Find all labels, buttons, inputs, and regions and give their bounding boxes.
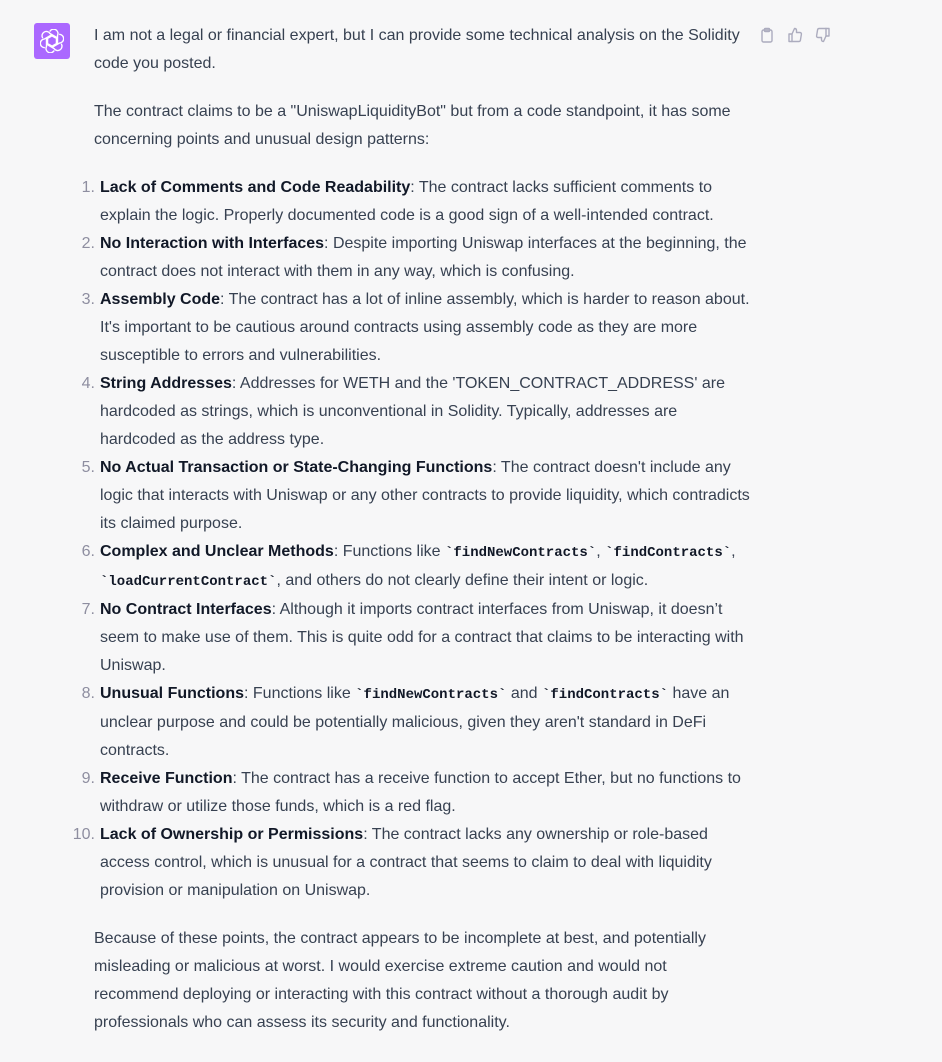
list-number: 2.: [81, 235, 95, 252]
list-item: [81, 370, 750, 454]
inline-code: `findContracts`: [541, 687, 669, 703]
item-text: : The contract lacks sufficient comments to explain the logic. Properly documented code is a good sign of a well-intended contract.: [100, 179, 714, 224]
item-text: : Despite importing Uniswap interfaces at the beginning, the contract does not interact with them in any way, which is confusing.: [100, 235, 747, 280]
item-text: : The contract has a lot of inline assembly, which is harder to reason about. It's important to be cautious around contracts using assembly code as they are more susceptible to errors and vulnerabilities.: [100, 291, 750, 364]
thumbs-up-button[interactable]: [785, 25, 805, 45]
inline-code: `findNewContracts`: [355, 687, 507, 703]
item-text: : Functions like: [244, 685, 356, 702]
list-number: 9.: [81, 770, 95, 787]
conclusion-paragraph: Because of these points, the contract appears to be incomplete at best, and potentially misleading or malicious at worst. I would exercise extreme caution and would not recommend deploying or interacting with this contract without a thorough audit by professionals who can assess its security and functionality.: [94, 930, 706, 1031]
message-actions: [757, 25, 833, 45]
item-title: No Interaction with Interfaces: [100, 235, 325, 252]
list-item: [81, 286, 750, 370]
list-number: 6.: [81, 543, 95, 560]
concerns-list: [72, 174, 750, 905]
list-item: [81, 538, 750, 596]
item-text: ,: [731, 543, 736, 560]
list-item: [81, 174, 750, 230]
list-number: 3.: [81, 291, 95, 308]
message-content: [72, 22, 750, 1057]
clipboard-icon: [759, 27, 775, 43]
list-item: [72, 821, 750, 905]
item-title: No Contract Interfaces: [100, 601, 272, 618]
item-title: Receive Function: [100, 770, 233, 787]
list-number: 1.: [81, 179, 95, 196]
item-text: : Addresses for WETH and the 'TOKEN_CONTRACT_ADDRESS' are hardcoded as strings, which is unconventional in Solidity. Typically, addresses are hardcoded as the address type.: [100, 375, 725, 448]
item-text: : Although it imports contract interfaces from Uniswap, it doesn’t seem to make use of them. This is quite odd for a contract that claims to be interacting with Uniswap.: [100, 601, 744, 674]
item-title: Unusual Functions: [100, 685, 244, 702]
inline-code: `findNewContracts`: [444, 545, 597, 561]
assistant-avatar: [34, 23, 70, 59]
item-text: : Functions like: [333, 543, 445, 560]
list-item: [81, 680, 750, 765]
list-number: 7.: [81, 601, 95, 618]
item-title: String Addresses: [100, 375, 232, 392]
copy-button[interactable]: [757, 25, 777, 45]
list-item: [81, 765, 750, 821]
list-number: 5.: [81, 459, 95, 476]
list-number: 10.: [72, 826, 95, 843]
item-title: Assembly Code: [100, 291, 221, 308]
item-title: No Actual Transaction or State-Changing Functions: [100, 459, 493, 476]
list-number: 8.: [81, 685, 95, 702]
item-title: Complex and Unclear Methods: [100, 543, 334, 560]
intro-paragraph: I am not a legal or financial expert, but I can provide some technical analysis on the Solidity code you posted.: [94, 27, 740, 72]
inline-code: `findContracts`: [605, 545, 732, 561]
thumbs-down-icon: [815, 27, 831, 43]
item-title: Lack of Ownership or Permissions: [100, 826, 364, 843]
inline-code: `loadCurrentContract`: [100, 574, 277, 590]
list-number: 4.: [81, 375, 95, 392]
item-text: , and others do not clearly define their intent or logic.: [276, 572, 649, 589]
thumbs-down-button[interactable]: [813, 25, 833, 45]
thumbs-up-icon: [787, 27, 803, 43]
item-text: ,: [596, 543, 606, 560]
item-text: : The contract doesn't include any logic that interacts with Uniswap or any other contracts to provide liquidity, which contradicts its claimed purpose.: [100, 459, 750, 532]
item-text: : The contract has a receive function to accept Ether, but no functions to withdraw or utilize those funds, which is a red flag.: [100, 770, 741, 815]
item-text: have an unclear purpose and could be potentially malicious, given they aren't standard in DeFi contracts.: [100, 685, 730, 759]
list-item: [81, 230, 750, 286]
intro-paragraph: The contract claims to be a "UniswapLiquidityBot" but from a code standpoint, it has some concerning points and unusual design patterns:: [94, 103, 731, 148]
item-title: Lack of Comments and Code Readability: [100, 179, 411, 196]
openai-logo-icon: [40, 29, 64, 53]
item-text: and: [506, 685, 542, 702]
item-text: : The contract lacks any ownership or role-based access control, which is unusual for a contract that seems to claim to deal with liquidity provision or manipulation on Uniswap.: [100, 826, 712, 899]
list-item: [81, 454, 750, 538]
list-item: [81, 596, 750, 680]
